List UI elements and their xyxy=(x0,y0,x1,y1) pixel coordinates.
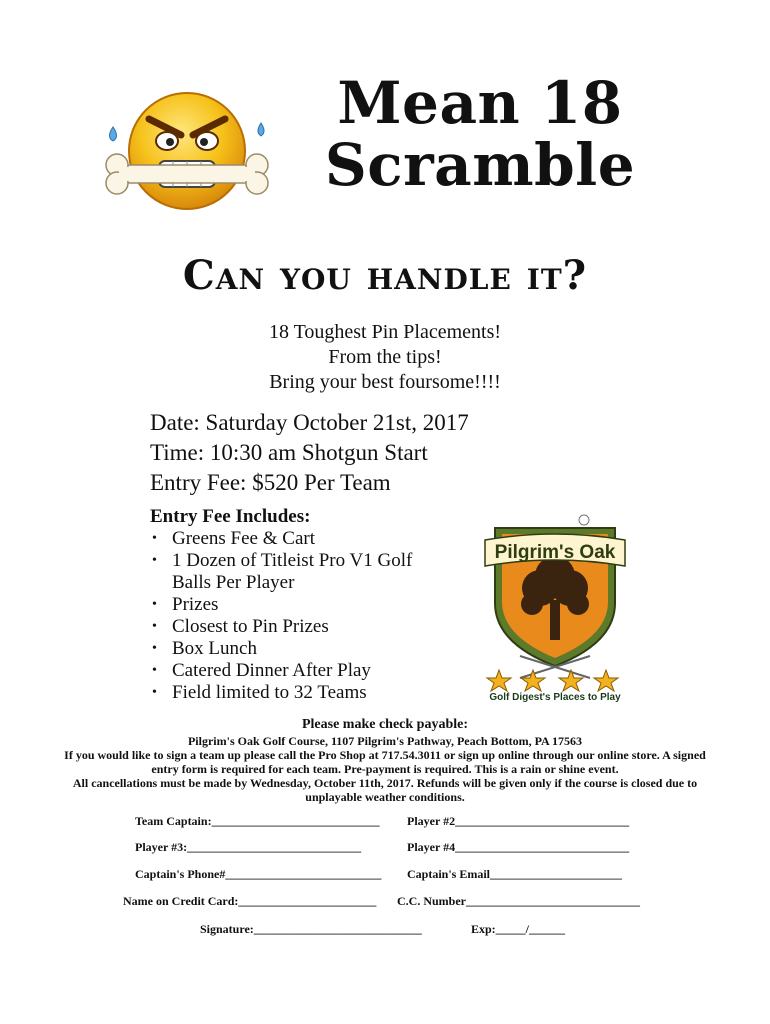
entry-fee: Entry Fee: $520 Per Team xyxy=(150,470,391,495)
includes-list xyxy=(150,528,450,704)
event-details xyxy=(150,408,650,498)
list-item: • Greens Fee & Cart xyxy=(150,528,450,550)
player-3-field[interactable]: Player #3:_____________________________ xyxy=(135,840,362,854)
event-time: Time: 10:30 am Shotgun Start xyxy=(150,440,428,465)
title-line-2: Scramble xyxy=(324,131,636,199)
player-4-field[interactable]: Player #4_____________________________ xyxy=(407,840,630,854)
credit-card-number-field[interactable]: C.C. Number_____________________________ xyxy=(397,894,640,908)
promo-line: Bring your best foursome!!!! xyxy=(269,371,501,393)
logo-name: Pilgrim's Oak xyxy=(494,542,616,563)
team-captain-field[interactable]: Team Captain:____________________________ xyxy=(135,814,380,828)
angry-emoji-icon xyxy=(95,85,280,220)
payment-address: Pilgrim's Oak Golf Course, 1107 Pilgrim's Pathway, Peach Bottom, PA 17563 xyxy=(187,734,583,748)
list-item: • 1 Dozen of Titleist Pro V1 Golf Balls Per Player xyxy=(150,550,450,594)
list-item: • Catered Dinner After Play xyxy=(150,660,450,682)
list-item: • Field limited to 32 Teams xyxy=(150,682,450,704)
pilgrims-oak-logo xyxy=(480,508,630,708)
captain-email-field[interactable]: Captain's Email______________________ xyxy=(407,867,623,881)
logo-caption: Golf Digest's Places to Play xyxy=(489,692,621,703)
title-line-1: Mean 18 xyxy=(337,69,623,137)
promo-line: 18 Toughest Pin Placements! xyxy=(268,321,502,343)
promo-lines xyxy=(0,320,770,395)
page-title xyxy=(270,69,690,199)
includes-heading: Entry Fee Includes: xyxy=(150,506,311,527)
player-2-field[interactable]: Player #2_____________________________ xyxy=(407,814,630,828)
event-date: Date: Saturday October 21st, 2017 xyxy=(150,410,469,435)
promo-line: From the tips! xyxy=(328,346,442,368)
captain-phone-field[interactable]: Captain's Phone#__________________________ xyxy=(135,867,382,881)
list-item: • Closest to Pin Prizes xyxy=(150,616,450,638)
payment-heading: Please make check payable: xyxy=(301,717,469,732)
cancellation-policy: All cancellations must be made by Wednesday, October 11th, 2017. Refunds will be given only if the course is closed due to unplayable weather conditions. xyxy=(72,776,698,804)
tagline-heading: Can you handle it? xyxy=(182,252,588,299)
list-item: • Prizes xyxy=(150,594,450,616)
payment-instructions: If you would like to sign a team up please call the Pro Shop at 717.54.3011 or sign up online through our online store. A signed entry form is required for each team. Pre-payment is required. This is a rain or shine event. xyxy=(64,748,706,776)
credit-card-name-field[interactable]: Name on Credit Card:_______________________ xyxy=(123,894,377,908)
payment-info xyxy=(60,716,710,804)
signature-field[interactable]: Signature:____________________________ xyxy=(200,922,422,936)
expiration-field[interactable]: Exp:_____/______ xyxy=(471,922,566,936)
list-item: • Box Lunch xyxy=(150,638,450,660)
